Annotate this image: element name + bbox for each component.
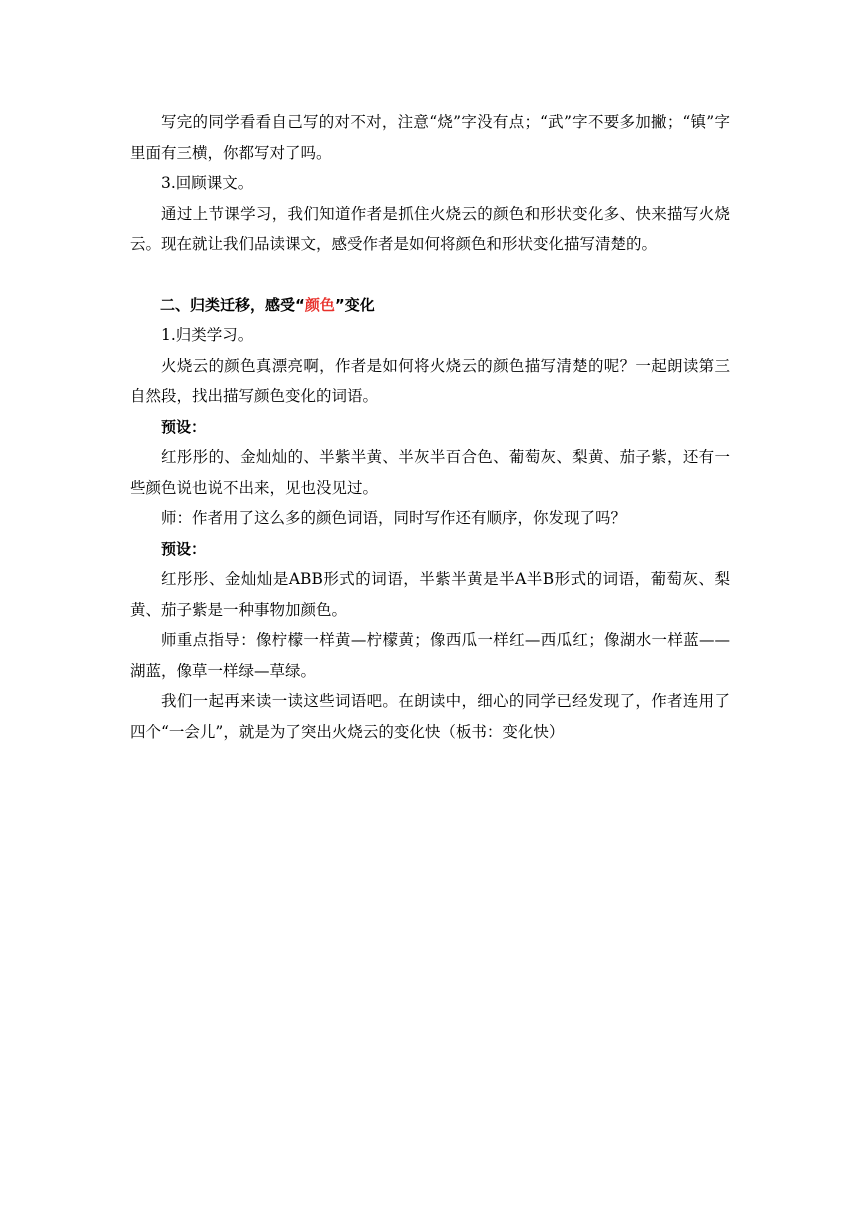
preset-label-2 <box>130 534 730 565</box>
paragraph-word-patterns: 红彤彤、金灿灿是ABB形式的词语，半紫半黄是半A半B形式的词语，葡萄灰、梨黄、茄子紫是一种事物加颜色。 <box>130 570 730 619</box>
section-heading-prefix: 二、归类迁移，感受“ <box>160 295 305 314</box>
document-page <box>130 107 730 747</box>
paragraph-review-title: 3.回顾课文。 <box>161 174 254 192</box>
preset-label-text-2: 预设： <box>161 539 207 558</box>
paragraph-teacher-guidance: 师重点指导：像柠檬一样黄—柠檬黄；像西瓜一样红—西瓜红；像湖水一样蓝——湖蓝，像草一样绿—草绿。 <box>130 631 730 680</box>
paragraph-review-text: 通过上节课学习，我们知道作者是抓住火烧云的颜色和形状变化多、快来描写火烧云。现在就让我们品读课文，感受作者是如何将颜色和形状变化描写清楚的。 <box>130 204 730 253</box>
paragraph-color-words: 红彤彤的、金灿灿的、半紫半黄、半灰半百合色、葡萄灰、梨黄、茄子紫，还有一些颜色说也说不出来，见也没见过。 <box>130 448 730 497</box>
section-heading-highlight: 颜色 <box>304 295 335 314</box>
section-heading-suffix: ”变化 <box>334 295 375 314</box>
paragraph-classify-title: 1.归类学习。 <box>161 326 254 344</box>
blank-line <box>130 260 730 290</box>
preset-label-text-1: 预设： <box>161 417 207 436</box>
paragraph-read-together: 我们一起再来读一读这些词语吧。在朗读中，细心的同学已经发现了，作者连用了四个“一会儿”，就是为了突出火烧云的变化快（板书：变化快） <box>130 692 730 741</box>
section-heading <box>130 290 730 321</box>
paragraph-color-question: 火烧云的颜色真漂亮啊，作者是如何将火烧云的颜色描写清楚的呢？一起朗读第三自然段，找出描写颜色变化的词语。 <box>130 356 730 405</box>
paragraph-check-writing: 写完的同学看看自己写的对不对，注意“烧”字没有点；“武”字不要多加撇；“镇”字里面有三横，你都写对了吗。 <box>130 113 731 162</box>
paragraph-teacher-question: 师：作者用了这么多的颜色词语，同时写作还有顺序，你发现了吗？ <box>161 509 627 527</box>
preset-label-1 <box>130 412 730 443</box>
